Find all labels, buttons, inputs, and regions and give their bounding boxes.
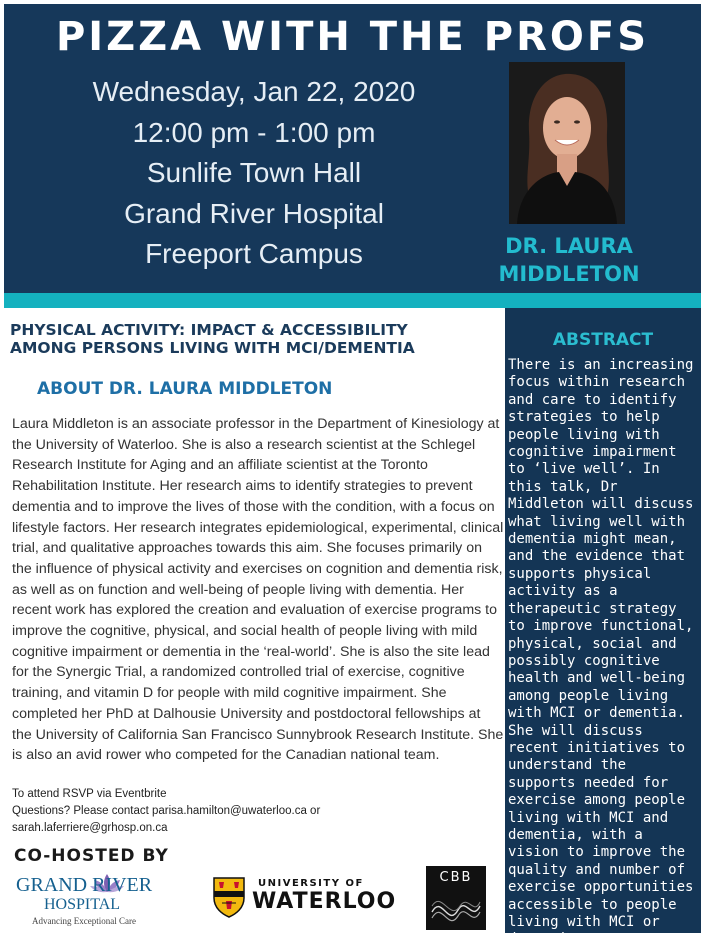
talk-title-line-1: PHYSICAL ACTIVITY: IMPACT & ACCESSIBILITY	[10, 321, 408, 339]
event-hospital: Grand River Hospital	[124, 197, 384, 229]
speaker-photo	[509, 62, 625, 224]
contact-line: Questions? Please contact parisa.hamilton@uwaterloo.ca or	[12, 805, 321, 817]
event-time: 12:00 pm - 1:00 pm	[132, 116, 376, 148]
rsvp-line: To attend RSVP via Eventbrite	[12, 788, 167, 800]
event-venue: Sunlife Town Hall	[146, 157, 362, 188]
university-of-waterloo-logo	[212, 876, 402, 922]
cbb-wave-icon	[426, 866, 486, 930]
uw-university-of: UNIVERSITY OF	[258, 878, 364, 889]
cohost-heading: CO-HOSTED BY	[14, 846, 169, 866]
cbb-logo	[426, 866, 486, 930]
abstract-body: There is an increasing focus within research and care to identify strategies to help people living with cognitive impairment to ‘live well’. In this talk, Dr Middleton will discuss what living well with dementia might mean, and the evidence that supports physical activity as a therapeutic strategy to improve functional, physical, social and possibly cognitive health and well-being among people living with MCI or dementia. She will discuss recent initiatives to understand the supports needed for exercise among people living with MCI and dementia, with a vision to improve the quality and number of exercise opportunities accessible to people living with MCI or dementia.	[508, 357, 694, 948]
uw-waterloo: WATERLOO	[252, 889, 397, 914]
talk-title-line-2: AMONG PERSONS LIVING WITH MCI/DEMENTIA	[10, 339, 415, 357]
abstract-panel	[505, 308, 701, 948]
grand-river-hospital-logo	[16, 872, 176, 930]
event-details	[54, 72, 454, 275]
speaker-first-name: DR. LAURA	[505, 234, 633, 258]
speaker-bio: Laura Middleton is an associate professor in the Department of Kinesiology at the University of Waterloo. She is also a research scientist at the Schlegel Research Institute for Aging and an affiliate scientist at the Toronto Rehabilitation Institute. Her research aims to identify strategies to prevent dementia and to improve the lives of those with the condition, with a focus on lifestyle factors. Her research integrates epidemiological, experimental, clinical trial, and qualitative approaches towards this aim. She focuses primarily on the influence of physical activity and exercises on cognition and dementia risk, as well as on function and well-being of people living with dementia. Her recent work has explored the creation and evaluation of exercise programs to improve the cognitive, physical, and social health of people living with mild cognitive impairment or dementia in the ‘real-world’. She is also the site lead for the Synergic Trial, a randomized controlled trial of exercise, cognitive training, and vitamin D for people with mild cognitive impairment. She completed her PhD at Dalhousie University and postdoctoral fellowships at the University of California San Francisco Sunnybrook Research Institute. She is also an avid rower who competed for the Canadian national team.	[12, 416, 504, 764]
about-heading: ABOUT DR. LAURA MIDDLETON	[37, 379, 333, 399]
speaker-name	[486, 232, 652, 288]
event-date: Wednesday, Jan 22, 2020	[92, 76, 416, 107]
talk-title	[10, 321, 505, 357]
waterloo-crest-icon	[212, 876, 246, 918]
rsvp-info	[12, 786, 492, 837]
abstract-heading: ABSTRACT	[552, 330, 654, 350]
event-title: PIZZA WITH THE PROFS	[55, 14, 650, 60]
grh-name: GRAND RIVER	[16, 874, 153, 896]
cbb-text: CBB	[439, 870, 473, 885]
grh-hospital: HOSPITAL	[44, 896, 121, 913]
speaker-last-name: MIDDLETON	[498, 262, 640, 286]
grh-tagline: Advancing Exceptional Care	[32, 916, 136, 926]
event-campus: Freeport Campus	[145, 238, 363, 269]
contact-email: sarah.laferriere@grhosp.on.ca	[12, 822, 168, 834]
teal-divider	[4, 293, 701, 308]
